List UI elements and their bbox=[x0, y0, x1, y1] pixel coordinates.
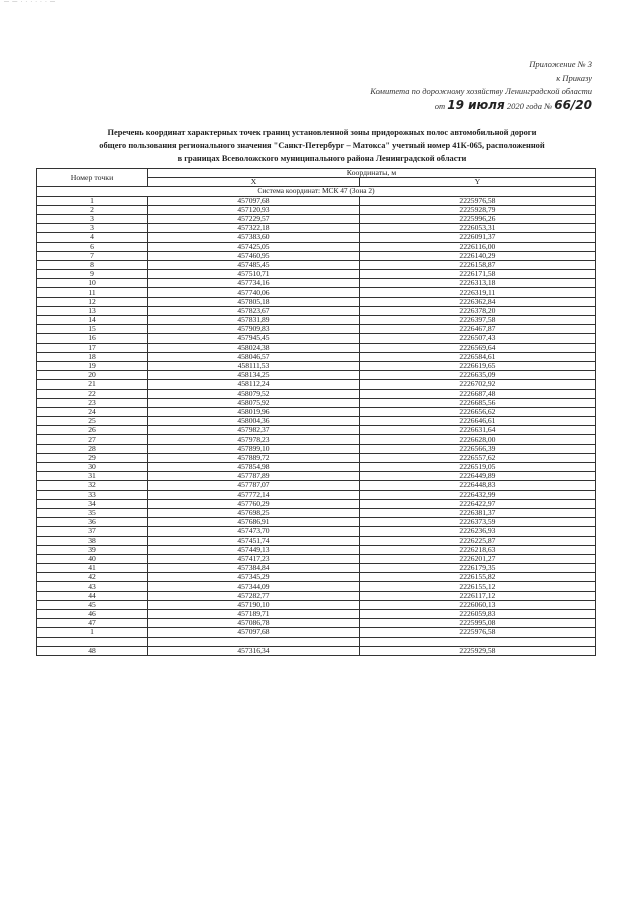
y-coordinate-cell: 2226432,99 bbox=[359, 490, 595, 499]
y-coordinate-cell: 2226225,87 bbox=[359, 536, 595, 545]
document-title bbox=[62, 126, 582, 165]
table-row bbox=[37, 453, 596, 462]
y-coordinate-cell: 2226116,00 bbox=[359, 242, 595, 251]
y-coordinate-cell: 2225929,58 bbox=[359, 646, 595, 655]
y-coordinate-cell: 2226155,82 bbox=[359, 573, 595, 582]
table-row bbox=[37, 564, 596, 573]
point-number-cell: 19 bbox=[37, 361, 148, 370]
table-row bbox=[37, 499, 596, 508]
table-row bbox=[37, 205, 596, 214]
table-row bbox=[37, 646, 596, 655]
header-y: Y bbox=[359, 178, 595, 187]
y-coordinate-cell: 2226140,29 bbox=[359, 251, 595, 260]
point-number-cell: 39 bbox=[37, 545, 148, 554]
point-number-cell: 41 bbox=[37, 564, 148, 573]
point-number-cell: 7 bbox=[37, 251, 148, 260]
x-coordinate-cell: 458046,57 bbox=[148, 352, 360, 361]
y-coordinate-cell: 2226685,56 bbox=[359, 398, 595, 407]
title-line-1: Перечень координат характерных точек границ установленной зоны придорожных полос автомобильной дороги bbox=[107, 128, 537, 137]
table-row bbox=[37, 325, 596, 334]
x-coordinate-cell: 457345,29 bbox=[148, 573, 360, 582]
table-row bbox=[37, 426, 596, 435]
x-coordinate-cell: 457189,71 bbox=[148, 610, 360, 619]
table-row bbox=[37, 628, 596, 637]
x-coordinate-cell: 458075,92 bbox=[148, 398, 360, 407]
table-row bbox=[37, 288, 596, 297]
y-coordinate-cell: 2226635,09 bbox=[359, 371, 595, 380]
x-coordinate-cell: 457344,09 bbox=[148, 582, 360, 591]
point-number-cell: 17 bbox=[37, 343, 148, 352]
y-coordinate-cell: 2226702,92 bbox=[359, 380, 595, 389]
x-coordinate-cell: 458079,52 bbox=[148, 389, 360, 398]
point-number-cell: 3 bbox=[37, 214, 148, 223]
point-number-cell: 46 bbox=[37, 610, 148, 619]
y-coordinate-cell: 2226569,64 bbox=[359, 343, 595, 352]
table-row bbox=[37, 444, 596, 453]
y-coordinate-cell: 2226059,83 bbox=[359, 610, 595, 619]
y-coordinate-cell: 2226687,48 bbox=[359, 389, 595, 398]
y-coordinate-cell: 2226179,35 bbox=[359, 564, 595, 573]
x-coordinate-cell: 457889,72 bbox=[148, 453, 360, 462]
x-coordinate-cell: 457383,60 bbox=[148, 233, 360, 242]
table-row bbox=[37, 490, 596, 499]
x-coordinate-cell: 457510,71 bbox=[148, 270, 360, 279]
y-coordinate-cell: 2226381,37 bbox=[359, 508, 595, 517]
point-number-cell: 25 bbox=[37, 417, 148, 426]
point-number-cell: 34 bbox=[37, 499, 148, 508]
x-coordinate-cell: 457485,45 bbox=[148, 260, 360, 269]
y-coordinate-cell: 2226631,64 bbox=[359, 426, 595, 435]
point-number-cell: 4 bbox=[37, 233, 148, 242]
point-number-cell: 1 bbox=[37, 196, 148, 205]
table-row bbox=[37, 260, 596, 269]
y-coordinate-cell: 2226467,87 bbox=[359, 325, 595, 334]
y-coordinate-cell: 2225928,79 bbox=[359, 205, 595, 214]
x-coordinate-cell: 457823,67 bbox=[148, 306, 360, 315]
table-row bbox=[37, 306, 596, 315]
y-coordinate-cell: 2226448,83 bbox=[359, 481, 595, 490]
x-coordinate-cell: 457978,23 bbox=[148, 435, 360, 444]
y-coordinate-cell: 2226378,20 bbox=[359, 306, 595, 315]
y-coordinate-cell: 2226557,62 bbox=[359, 453, 595, 462]
y-coordinate-cell: 2226362,84 bbox=[359, 297, 595, 306]
point-number-cell: 6 bbox=[37, 242, 148, 251]
point-number-cell: 10 bbox=[37, 279, 148, 288]
point-number-cell: 30 bbox=[37, 463, 148, 472]
point-number-cell: 18 bbox=[37, 352, 148, 361]
x-coordinate-cell: 458024,38 bbox=[148, 343, 360, 352]
y-coordinate-cell: 2226397,58 bbox=[359, 316, 595, 325]
x-coordinate-cell: 457686,91 bbox=[148, 518, 360, 527]
point-number-cell: 44 bbox=[37, 591, 148, 600]
x-coordinate-cell: 457451,74 bbox=[148, 536, 360, 545]
table-row bbox=[37, 582, 596, 591]
date-prefix: от bbox=[434, 100, 446, 111]
table-row bbox=[37, 463, 596, 472]
x-coordinate-cell: 457854,98 bbox=[148, 463, 360, 472]
point-number-cell: 27 bbox=[37, 435, 148, 444]
point-number-cell: 36 bbox=[37, 518, 148, 527]
table-row bbox=[37, 545, 596, 554]
x-coordinate-cell: 457097,68 bbox=[148, 628, 360, 637]
y-coordinate-cell: 2226053,31 bbox=[359, 224, 595, 233]
point-number-cell: 37 bbox=[37, 527, 148, 536]
x-coordinate-cell: 457945,45 bbox=[148, 334, 360, 343]
table-body bbox=[37, 187, 596, 656]
y-coordinate-cell: 2226519,05 bbox=[359, 463, 595, 472]
y-coordinate-cell: 2226117,12 bbox=[359, 591, 595, 600]
x-coordinate-cell: 457909,83 bbox=[148, 325, 360, 334]
coordinate-system-label: Система координат: МСК 47 (Зона 2) bbox=[37, 187, 596, 196]
handwritten-date: 19 июля bbox=[447, 97, 505, 112]
x-coordinate-cell: 457097,68 bbox=[148, 196, 360, 205]
y-coordinate-cell: 2225976,58 bbox=[359, 628, 595, 637]
point-number-cell: 31 bbox=[37, 472, 148, 481]
point-number-cell: 13 bbox=[37, 306, 148, 315]
table-row bbox=[37, 554, 596, 563]
point-number-cell: 1 bbox=[37, 628, 148, 637]
y-coordinate-cell: 2225995,08 bbox=[359, 619, 595, 628]
appendix-block bbox=[370, 58, 592, 113]
x-coordinate-cell: 457473,70 bbox=[148, 527, 360, 536]
point-number-cell: 45 bbox=[37, 600, 148, 609]
x-coordinate-cell: 457460,95 bbox=[148, 251, 360, 260]
x-coordinate-cell: 458112,24 bbox=[148, 380, 360, 389]
table-row bbox=[37, 591, 596, 600]
table-row bbox=[37, 316, 596, 325]
point-number-cell: 33 bbox=[37, 490, 148, 499]
y-coordinate-cell: 2226507,43 bbox=[359, 334, 595, 343]
point-number-cell: 11 bbox=[37, 288, 148, 297]
y-coordinate-cell: 2226201,27 bbox=[359, 554, 595, 563]
x-coordinate-cell: 457787,07 bbox=[148, 481, 360, 490]
table-row bbox=[37, 242, 596, 251]
x-coordinate-cell: 457086,78 bbox=[148, 619, 360, 628]
point-number-cell: 15 bbox=[37, 325, 148, 334]
y-coordinate-cell: 2226236,93 bbox=[359, 527, 595, 536]
y-coordinate-cell: 2226319,11 bbox=[359, 288, 595, 297]
handwritten-order-number: 66/20 bbox=[554, 97, 592, 112]
x-coordinate-cell: 457322,18 bbox=[148, 224, 360, 233]
y-coordinate-cell: 2226656,62 bbox=[359, 407, 595, 416]
x-coordinate-cell: 457734,16 bbox=[148, 279, 360, 288]
y-coordinate-cell: 2226373,59 bbox=[359, 518, 595, 527]
point-number-cell: 26 bbox=[37, 426, 148, 435]
y-coordinate-cell: 2226313,18 bbox=[359, 279, 595, 288]
y-coordinate-cell: 2226091,37 bbox=[359, 233, 595, 242]
y-coordinate-cell: 2226171,58 bbox=[359, 270, 595, 279]
point-number-cell: 28 bbox=[37, 444, 148, 453]
table-row bbox=[37, 600, 596, 609]
blank-row bbox=[37, 637, 596, 646]
corner-scan-marks: — — · · · · · · — bbox=[4, 0, 56, 5]
y-coordinate-cell: 2226158,87 bbox=[359, 260, 595, 269]
appendix-number: Приложение № 3 bbox=[529, 59, 592, 69]
table-row bbox=[37, 279, 596, 288]
table-row bbox=[37, 398, 596, 407]
y-coordinate-cell: 2226619,65 bbox=[359, 361, 595, 370]
x-coordinate-cell: 457787,89 bbox=[148, 472, 360, 481]
x-coordinate-cell: 458004,36 bbox=[148, 417, 360, 426]
y-coordinate-cell: 2226628,00 bbox=[359, 435, 595, 444]
table-row bbox=[37, 518, 596, 527]
x-coordinate-cell: 458019,96 bbox=[148, 407, 360, 416]
table-row bbox=[37, 224, 596, 233]
point-number-cell: 35 bbox=[37, 508, 148, 517]
x-coordinate-cell: 457698,25 bbox=[148, 508, 360, 517]
table-row bbox=[37, 389, 596, 398]
point-number-cell: 29 bbox=[37, 453, 148, 462]
table-row bbox=[37, 573, 596, 582]
x-coordinate-cell: 457831,89 bbox=[148, 316, 360, 325]
table-row bbox=[37, 407, 596, 416]
header-point-number: Номер точки bbox=[37, 169, 148, 187]
y-coordinate-cell: 2226155,12 bbox=[359, 582, 595, 591]
y-coordinate-cell: 2226060,13 bbox=[359, 600, 595, 609]
y-coordinate-cell: 2226449,89 bbox=[359, 472, 595, 481]
coordinate-system-row bbox=[37, 187, 596, 196]
header-x: X bbox=[148, 178, 360, 187]
table-row bbox=[37, 196, 596, 205]
table-row bbox=[37, 380, 596, 389]
point-number-cell: 42 bbox=[37, 573, 148, 582]
y-coordinate-cell: 2226422,97 bbox=[359, 499, 595, 508]
table-row bbox=[37, 619, 596, 628]
x-coordinate-cell: 458134,25 bbox=[148, 371, 360, 380]
x-coordinate-cell: 457982,37 bbox=[148, 426, 360, 435]
y-coordinate-cell: 2226218,63 bbox=[359, 545, 595, 554]
x-coordinate-cell: 457229,57 bbox=[148, 214, 360, 223]
point-number-cell: 21 bbox=[37, 380, 148, 389]
x-coordinate-cell: 457760,29 bbox=[148, 499, 360, 508]
y-coordinate-cell: 2225996,26 bbox=[359, 214, 595, 223]
point-number-cell: 12 bbox=[37, 297, 148, 306]
blank-cell bbox=[359, 637, 595, 646]
table-row bbox=[37, 343, 596, 352]
x-coordinate-cell: 457425,05 bbox=[148, 242, 360, 251]
point-number-cell: 23 bbox=[37, 398, 148, 407]
point-number-cell: 32 bbox=[37, 481, 148, 490]
table-row bbox=[37, 334, 596, 343]
x-coordinate-cell: 457899,10 bbox=[148, 444, 360, 453]
point-number-cell: 38 bbox=[37, 536, 148, 545]
blank-cell bbox=[37, 637, 148, 646]
point-number-cell: 40 bbox=[37, 554, 148, 563]
point-number-cell: 47 bbox=[37, 619, 148, 628]
appendix-date-line bbox=[370, 99, 592, 114]
point-number-cell: 3 bbox=[37, 224, 148, 233]
table-row bbox=[37, 251, 596, 260]
x-coordinate-cell: 457449,13 bbox=[148, 545, 360, 554]
appendix-committee: Комитета по дорожному хозяйству Ленинградской области bbox=[370, 86, 592, 96]
x-coordinate-cell: 457740,06 bbox=[148, 288, 360, 297]
y-coordinate-cell: 2225976,58 bbox=[359, 196, 595, 205]
point-number-cell: 8 bbox=[37, 260, 148, 269]
x-coordinate-cell: 457417,23 bbox=[148, 554, 360, 563]
table-row bbox=[37, 270, 596, 279]
point-number-cell: 14 bbox=[37, 316, 148, 325]
title-line-3: в границах Всеволожского муниципального района Ленинградской области bbox=[177, 154, 467, 163]
y-coordinate-cell: 2226566,39 bbox=[359, 444, 595, 453]
x-coordinate-cell: 457384,84 bbox=[148, 564, 360, 573]
point-number-cell: 2 bbox=[37, 205, 148, 214]
header-coordinates: Координаты, м bbox=[148, 169, 596, 178]
coordinates-table bbox=[36, 168, 596, 656]
point-number-cell: 48 bbox=[37, 646, 148, 655]
table-row bbox=[37, 508, 596, 517]
table-row bbox=[37, 610, 596, 619]
table-row bbox=[37, 435, 596, 444]
table-row bbox=[37, 472, 596, 481]
table-row bbox=[37, 417, 596, 426]
x-coordinate-cell: 457772,14 bbox=[148, 490, 360, 499]
point-number-cell: 24 bbox=[37, 407, 148, 416]
blank-cell bbox=[148, 637, 360, 646]
title-line-2: общего пользования регионального значения "Санкт-Петербург – Матокса" учетный номер 41К-065, расположенной bbox=[99, 141, 545, 150]
point-number-cell: 20 bbox=[37, 371, 148, 380]
x-coordinate-cell: 457190,10 bbox=[148, 600, 360, 609]
table-row bbox=[37, 371, 596, 380]
x-coordinate-cell: 457282,77 bbox=[148, 591, 360, 600]
table-row bbox=[37, 481, 596, 490]
table-row bbox=[37, 297, 596, 306]
table-row bbox=[37, 214, 596, 223]
table-row bbox=[37, 352, 596, 361]
date-year: 2020 года № bbox=[506, 100, 553, 111]
x-coordinate-cell: 457805,18 bbox=[148, 297, 360, 306]
table-row bbox=[37, 361, 596, 370]
x-coordinate-cell: 457316,34 bbox=[148, 646, 360, 655]
point-number-cell: 9 bbox=[37, 270, 148, 279]
point-number-cell: 16 bbox=[37, 334, 148, 343]
table-row bbox=[37, 233, 596, 242]
x-coordinate-cell: 457120,93 bbox=[148, 205, 360, 214]
table-row bbox=[37, 536, 596, 545]
y-coordinate-cell: 2226646,61 bbox=[359, 417, 595, 426]
point-number-cell: 22 bbox=[37, 389, 148, 398]
x-coordinate-cell: 458111,53 bbox=[148, 361, 360, 370]
point-number-cell: 43 bbox=[37, 582, 148, 591]
y-coordinate-cell: 2226584,61 bbox=[359, 352, 595, 361]
appendix-order-ref: к Приказу bbox=[556, 72, 592, 83]
table-row bbox=[37, 527, 596, 536]
